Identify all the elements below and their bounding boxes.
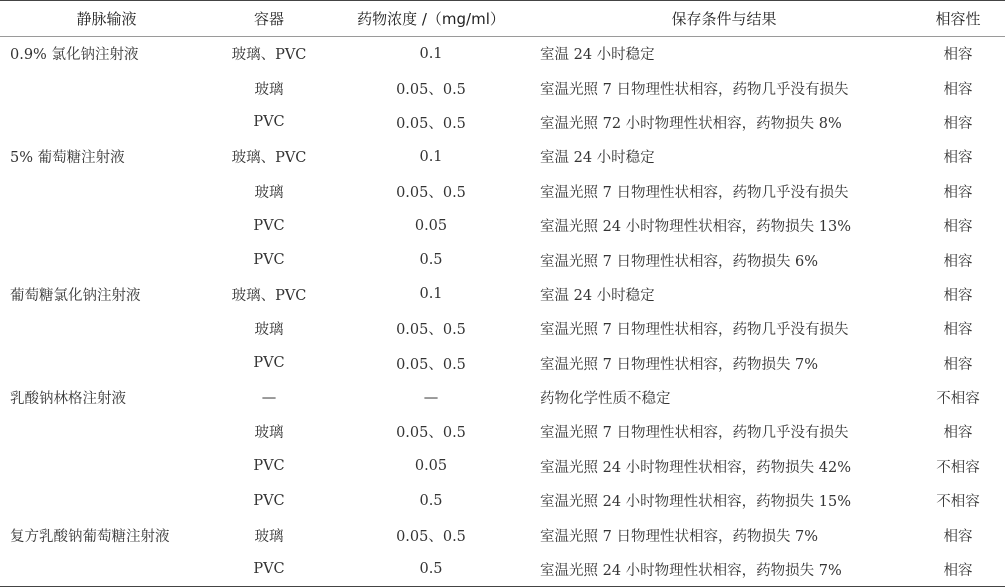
table-row xyxy=(0,37,1005,71)
cell-concentration: 0.5 xyxy=(419,492,443,509)
cell-container: 玻璃 xyxy=(254,81,284,98)
cell-compatibility: 相容 xyxy=(911,552,1005,586)
cell-container: 玻璃 xyxy=(254,322,284,339)
cell-compatibility: 相容 xyxy=(943,219,973,236)
cell-conditions: 室温光照 7 日物理性状相容，药物损失 7% xyxy=(540,528,819,545)
cell-conditions: 室温光照 7 日物理性状相容，药物几乎没有损失 xyxy=(540,184,849,201)
cell-concentration: 0.05、0.5 xyxy=(396,184,466,201)
table-row xyxy=(0,380,1005,414)
cell-conditions: 室温光照 24 小时物理性状相容，药物损失 13% xyxy=(540,219,852,236)
cell-conditions: 室温光照 7 日物理性状相容，药物几乎没有损失 xyxy=(540,81,849,98)
cell-conditions: 室温光照 24 小时物理性状相容，药物损失 7% xyxy=(537,552,911,586)
cell-solution: 复方乳酸钠葡萄糖注射液 xyxy=(10,528,170,545)
cell-container: 玻璃 xyxy=(254,184,284,201)
table-row xyxy=(0,277,1005,311)
cell-solution xyxy=(0,484,213,518)
cell-compatibility: 相容 xyxy=(943,356,973,373)
cell-solution: 0.9% 氯化钠注射液 xyxy=(10,47,139,64)
table-row xyxy=(0,71,1005,105)
cell-solution: 5% 葡萄糖注射液 xyxy=(10,150,125,167)
cell-concentration: 0.05 xyxy=(414,458,448,475)
cell-conditions: 室温光照 7 日物理性状相容，药物损失 7% xyxy=(540,356,819,373)
cell-solution: 葡萄糖氯化钠注射液 xyxy=(10,287,141,304)
cell-compatibility: 相容 xyxy=(943,322,973,339)
cell-compatibility: 相容 xyxy=(943,425,973,442)
cell-compatibility: 相容 xyxy=(943,253,973,270)
cell-compatibility: 不相容 xyxy=(936,494,980,511)
cell-container: PVC xyxy=(253,355,285,372)
table-row xyxy=(0,312,1005,346)
table-row xyxy=(0,518,1005,552)
cell-conditions: 药物化学性质不稳定 xyxy=(540,391,671,408)
cell-container: PVC xyxy=(253,217,285,234)
cell-concentration: 0.1 xyxy=(419,286,443,303)
cell-container: 玻璃 xyxy=(254,425,284,442)
cell-concentration: 0.05、0.5 xyxy=(396,528,466,545)
cell-conditions: 室温光照 24 小时物理性状相容，药物损失 15% xyxy=(540,494,852,511)
table-row xyxy=(0,346,1005,380)
cell-concentration: 0.1 xyxy=(419,45,443,62)
cell-container: 玻璃、PVC xyxy=(231,47,307,64)
cell-solution xyxy=(0,346,213,380)
cell-compatibility: 相容 xyxy=(943,150,973,167)
cell-solution xyxy=(0,174,213,208)
table-row xyxy=(0,105,1005,139)
cell-concentration: 0.05、0.5 xyxy=(396,115,466,132)
cell-solution xyxy=(0,449,213,483)
cell-conditions: 室温光照 7 日物理性状相容，药物几乎没有损失 xyxy=(540,322,849,339)
cell-concentration: — xyxy=(423,389,439,406)
header-concentration: 药物浓度 /（mg/ml） xyxy=(325,1,537,37)
cell-concentration: 0.05、0.5 xyxy=(396,322,466,339)
cell-compatibility: 相容 xyxy=(943,115,973,132)
cell-compatibility: 不相容 xyxy=(936,391,980,408)
cell-concentration: 0.05、0.5 xyxy=(396,81,466,98)
cell-compatibility: 相容 xyxy=(943,81,973,98)
table-row xyxy=(0,449,1005,483)
cell-conditions: 室温光照 24 小时物理性状相容，药物损失 42% xyxy=(540,459,852,476)
cell-conditions: 室温光照 7 日物理性状相容，药物损失 6% xyxy=(540,253,819,270)
cell-solution xyxy=(0,105,213,139)
cell-container: PVC xyxy=(253,252,285,269)
cell-solution xyxy=(0,552,213,586)
header-container: 容器 xyxy=(213,1,325,37)
cell-solution: 乳酸钠林格注射液 xyxy=(10,391,126,408)
cell-concentration: 0.5 xyxy=(419,252,443,269)
cell-container: — xyxy=(261,389,277,406)
table-row xyxy=(0,415,1005,449)
cell-solution xyxy=(0,312,213,346)
cell-conditions: 室温 24 小时稳定 xyxy=(540,47,655,64)
cell-solution xyxy=(0,71,213,105)
cell-compatibility: 相容 xyxy=(943,47,973,64)
cell-conditions: 室温光照 72 小时物理性状相容，药物损失 8% xyxy=(540,115,842,132)
cell-container: 玻璃、PVC xyxy=(231,150,307,167)
cell-solution xyxy=(0,415,213,449)
table-row xyxy=(0,140,1005,174)
cell-concentration: 0.05、0.5 xyxy=(396,425,466,442)
table-row xyxy=(0,552,1005,586)
cell-concentration: 0.05 xyxy=(414,217,448,234)
cell-container: PVC xyxy=(253,492,285,509)
cell-solution xyxy=(0,243,213,277)
cell-compatibility: 相容 xyxy=(943,528,973,545)
cell-compatibility: 相容 xyxy=(943,184,973,201)
cell-concentration: 0.1 xyxy=(419,148,443,165)
table-row xyxy=(0,208,1005,242)
cell-compatibility: 相容 xyxy=(943,287,973,304)
cell-conditions: 室温 24 小时稳定 xyxy=(540,287,655,304)
cell-conditions: 室温光照 7 日物理性状相容，药物几乎没有损失 xyxy=(540,425,849,442)
cell-concentration: 0.5 xyxy=(325,552,537,586)
table-header xyxy=(0,1,1005,37)
cell-container: PVC xyxy=(253,114,285,131)
cell-container: 玻璃 xyxy=(254,528,284,545)
header-conditions: 保存条件与结果 xyxy=(537,1,911,37)
header-solution: 静脉输液 xyxy=(0,1,213,37)
table-row xyxy=(0,484,1005,518)
cell-concentration: 0.05、0.5 xyxy=(396,356,466,373)
cell-container: 玻璃、PVC xyxy=(231,287,307,304)
cell-conditions: 室温 24 小时稳定 xyxy=(540,150,655,167)
header-compatibility: 相容性 xyxy=(911,1,1005,37)
cell-container: PVC xyxy=(213,552,325,586)
cell-container: PVC xyxy=(253,458,285,475)
table-body xyxy=(0,37,1005,587)
cell-solution xyxy=(0,208,213,242)
table-row xyxy=(0,243,1005,277)
table-row xyxy=(0,174,1005,208)
cell-compatibility: 不相容 xyxy=(936,459,980,476)
header-row xyxy=(0,1,1005,37)
